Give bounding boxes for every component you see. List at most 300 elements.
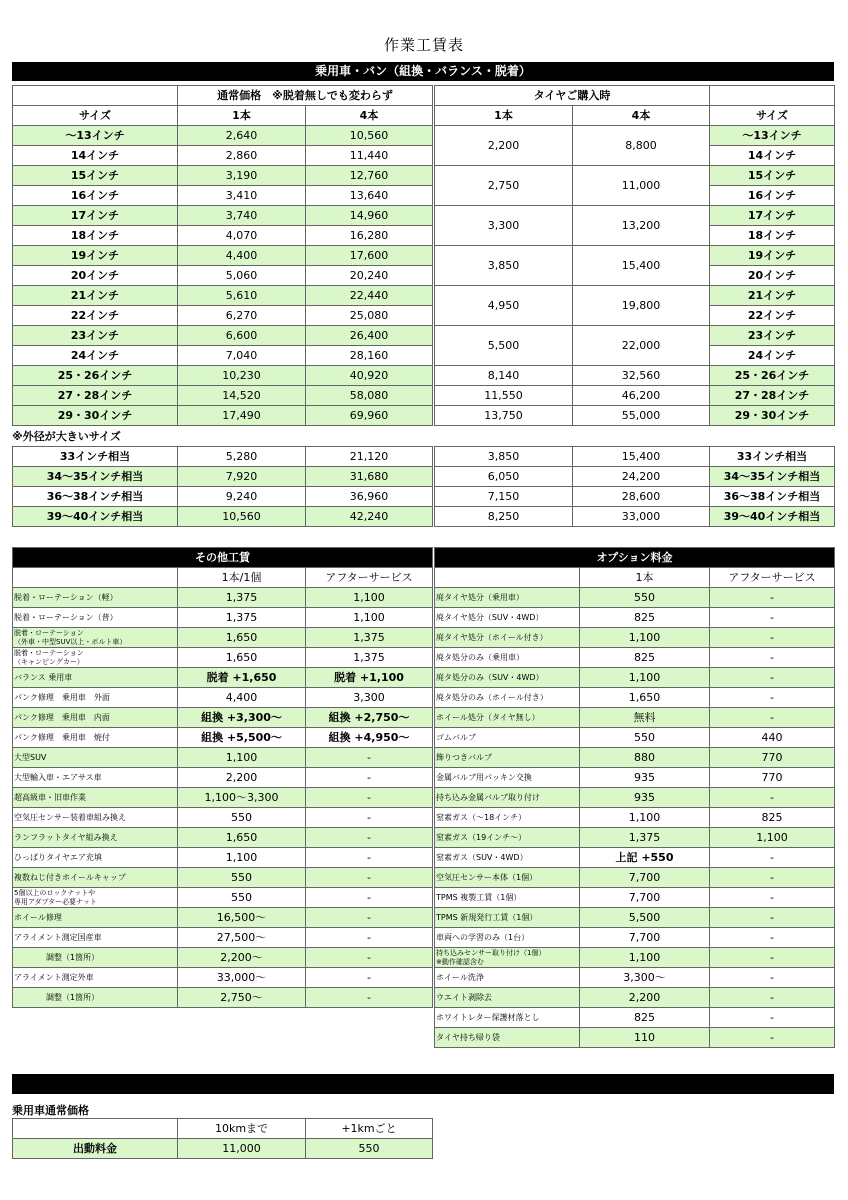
table-row — [13, 306, 433, 326]
table-row — [13, 226, 433, 246]
size-label: 23インチ — [710, 326, 835, 346]
table-row — [435, 507, 835, 527]
price-one: 7,920 — [178, 467, 306, 487]
item-name: 脱着・ローテーション — [14, 648, 84, 657]
purchase-price-one: 13,750 — [435, 406, 573, 426]
item-name: 金属バルブ用パッキン交換 — [436, 773, 532, 782]
table-row — [435, 386, 835, 406]
table-row — [435, 708, 835, 728]
price-one: 1,375 — [178, 588, 306, 608]
item-name: 廃タ処分のみ（乗用車） — [436, 653, 524, 662]
item-label — [435, 968, 580, 988]
size-label: 33インチ相当 — [13, 447, 178, 467]
size-label: 18インチ — [710, 226, 835, 246]
item-label — [435, 928, 580, 948]
purchase-price-four: 13,200 — [573, 206, 710, 246]
size-label: 14インチ — [13, 146, 178, 166]
dispatch-label: 出動料金 — [13, 1139, 178, 1159]
size-label: 34～35インチ相当 — [710, 467, 835, 487]
price-one: 3,740 — [178, 206, 306, 226]
table-row — [13, 668, 433, 688]
item-name: 窒素ガス（19インチ～） — [436, 833, 527, 842]
price-four: 20,240 — [306, 266, 433, 286]
table-row — [435, 1008, 835, 1028]
size-label: 24インチ — [13, 346, 178, 366]
price-one: 1,100～3,300 — [178, 788, 306, 808]
size-header: サイズ — [13, 106, 178, 126]
price-four: 25,080 — [306, 306, 433, 326]
price-after: 3,300 — [306, 688, 433, 708]
table-row — [13, 808, 433, 828]
price-one: 550 — [580, 588, 710, 608]
table-row — [13, 868, 433, 888]
price-one: 880 — [580, 748, 710, 768]
item-name: 超高級車・旧車作業 — [14, 793, 86, 802]
large-purchase-table — [434, 446, 835, 527]
item-name: 持ち込み金属バルブ取り付け — [436, 793, 540, 802]
dispatch-bar — [12, 1074, 834, 1094]
table-row — [13, 588, 433, 608]
price-one: 2,860 — [178, 146, 306, 166]
price-after: - — [306, 868, 433, 888]
table-row — [435, 206, 835, 226]
table-row — [13, 608, 433, 628]
item-label — [13, 968, 178, 988]
item-label — [13, 868, 178, 888]
dispatch-value-b: 550 — [306, 1139, 433, 1159]
item-label — [13, 608, 178, 628]
item-name: TPMS 新規発行工賃（1個） — [436, 913, 538, 922]
item-name: 調整（1箇所） — [14, 993, 100, 1002]
price-one: 1,375 — [580, 828, 710, 848]
item-name: TPMS 複製工賃（1個） — [436, 893, 522, 902]
item-name: 脱着・ローテーション — [14, 628, 84, 637]
table-row — [13, 988, 433, 1008]
table-row — [13, 928, 433, 948]
table-row — [13, 186, 433, 206]
table-row — [435, 988, 835, 1008]
price-four: 26,400 — [306, 326, 433, 346]
item-label — [435, 1028, 580, 1048]
table-row — [435, 608, 835, 628]
size-label: 36～38インチ相当 — [710, 487, 835, 507]
price-after: - — [710, 848, 835, 868]
price-after: 脱着 +1,100 — [306, 668, 433, 688]
size-label: 29・30インチ — [13, 406, 178, 426]
table-row — [13, 467, 433, 487]
price-one: 2,200～ — [178, 948, 306, 968]
item-label — [435, 708, 580, 728]
item-label — [13, 588, 178, 608]
price-four: 69,960 — [306, 406, 433, 426]
item-label — [435, 988, 580, 1008]
price-one: 1,650 — [178, 628, 306, 648]
item-label — [435, 788, 580, 808]
item-label — [13, 908, 178, 928]
other-labor-table — [12, 547, 433, 1008]
table-row — [435, 908, 835, 928]
item-sub: 専用アダプター必要ナット — [14, 897, 97, 906]
size-label: 34～35インチ相当 — [13, 467, 178, 487]
table-row — [435, 748, 835, 768]
item-label — [435, 688, 580, 708]
size-label: 19インチ — [13, 246, 178, 266]
price-after: - — [306, 968, 433, 988]
size-label: 39～40インチ相当 — [13, 507, 178, 527]
item-name: 5個以上のロックナットや — [14, 888, 96, 897]
item-name: ウエイト剥除去 — [436, 993, 492, 1002]
table-row — [13, 487, 433, 507]
table-row — [435, 868, 835, 888]
price-one: 1,650 — [178, 648, 306, 668]
size-label: 17インチ — [13, 206, 178, 226]
price-after: 組換 +4,950～ — [306, 728, 433, 748]
price-one: 825 — [580, 1008, 710, 1028]
price-after: 770 — [710, 768, 835, 788]
item-label — [435, 888, 580, 908]
table-row — [435, 487, 835, 507]
price-one: 16,500～ — [178, 908, 306, 928]
table-row — [435, 848, 835, 868]
table-row — [13, 406, 433, 426]
item-label — [13, 808, 178, 828]
table-row — [435, 628, 835, 648]
purchase-price-four: 28,600 — [573, 487, 710, 507]
table-row — [435, 326, 835, 346]
size-label: 29・30インチ — [710, 406, 835, 426]
price-after: - — [306, 748, 433, 768]
price-one: 1,650 — [580, 688, 710, 708]
table-row — [435, 588, 835, 608]
purchase-price-one: 2,200 — [435, 126, 573, 166]
purchase-price-one: 2,750 — [435, 166, 573, 206]
price-one: 2,640 — [178, 126, 306, 146]
item-label — [13, 928, 178, 948]
price-four: 42,240 — [306, 507, 433, 527]
large-normal-table — [12, 446, 433, 527]
item-name: 廃タイヤ処分（乗用車） — [436, 593, 524, 602]
size-label: 27・28インチ — [710, 386, 835, 406]
dispatch-col-a: 10kmまで — [178, 1119, 306, 1139]
price-four: 12,760 — [306, 166, 433, 186]
size-label: 21インチ — [13, 286, 178, 306]
item-label — [13, 708, 178, 728]
size-label: 23インチ — [13, 326, 178, 346]
normal-price-header: 通常価格 ※脱着無しでも変わらず — [178, 86, 433, 106]
purchase-price-four: 15,400 — [573, 447, 710, 467]
purchase-price-four: 22,000 — [573, 326, 710, 366]
table-row — [13, 326, 433, 346]
table-row — [435, 688, 835, 708]
price-one: 7,040 — [178, 346, 306, 366]
price-four: 22,440 — [306, 286, 433, 306]
large-size-note: ※外径が大きいサイズ — [12, 430, 121, 443]
item-name: 廃タイヤ処分（SUV・4WD） — [436, 613, 544, 622]
item-name: アライメント測定外車 — [14, 973, 94, 982]
table-row — [13, 146, 433, 166]
empty-cell — [13, 1119, 178, 1139]
price-after: - — [710, 868, 835, 888]
price-after: - — [306, 948, 433, 968]
item-name: 空気圧センサー装着車組み換え — [14, 813, 126, 822]
price-four: 14,960 — [306, 206, 433, 226]
price-after: - — [306, 808, 433, 828]
item-name: 廃タ処分のみ（SUV・4WD） — [436, 673, 544, 682]
item-name: 飾りつきバルブ — [436, 753, 492, 762]
price-one: 935 — [580, 768, 710, 788]
price-after: 組換 +2,750～ — [306, 708, 433, 728]
item-label — [13, 828, 178, 848]
item-name: 廃タイヤ処分（ホイール付き） — [436, 633, 548, 642]
price-one: 550 — [178, 868, 306, 888]
purchase-price-four: 32,560 — [573, 366, 710, 386]
item-label — [435, 768, 580, 788]
item-name: パンク修理 乗用車 内面 — [14, 713, 110, 722]
purchase-price-one: 3,850 — [435, 246, 573, 286]
table-row — [435, 246, 835, 266]
price-after: - — [710, 788, 835, 808]
item-label — [435, 908, 580, 928]
table-row — [435, 828, 835, 848]
item-name: 脱着・ローテーション（軽） — [14, 593, 118, 602]
purchase-header: タイヤご購入時 — [435, 86, 710, 106]
price-one: 7,700 — [580, 888, 710, 908]
item-name: 複数ねじ付きホイールキャップ — [14, 873, 126, 882]
item-label — [435, 628, 580, 648]
item-name: 脱着・ローテーション（普） — [14, 613, 118, 622]
price-one: 6,270 — [178, 306, 306, 326]
size-label: 27・28インチ — [13, 386, 178, 406]
size-label: 22インチ — [13, 306, 178, 326]
price-one: 550 — [178, 808, 306, 828]
one-header: 1本 — [435, 106, 573, 126]
purchase-price-four: 24,200 — [573, 467, 710, 487]
price-one: 無料 — [580, 708, 710, 728]
size-label: ～13インチ — [13, 126, 178, 146]
item-name: ゴムバルブ — [436, 733, 476, 742]
price-one: 組換 +3,300～ — [178, 708, 306, 728]
table-row — [13, 246, 433, 266]
price-after: 1,375 — [306, 648, 433, 668]
size-label: 25・26インチ — [710, 366, 835, 386]
item-label — [435, 868, 580, 888]
price-one: 1,100 — [580, 948, 710, 968]
purchase-price-four: 15,400 — [573, 246, 710, 286]
item-label — [435, 948, 580, 968]
price-after: - — [306, 888, 433, 908]
purchase-price-table — [434, 85, 835, 426]
price-after: 1,100 — [306, 588, 433, 608]
purchase-price-one: 8,250 — [435, 507, 573, 527]
one-header: 1本 — [178, 106, 306, 126]
price-after: 825 — [710, 808, 835, 828]
price-after: - — [710, 668, 835, 688]
empty-cell — [435, 568, 580, 588]
purchase-price-four: 46,200 — [573, 386, 710, 406]
section-header-passenger: 乗用車・バン（組換・バランス・脱着） — [12, 62, 834, 81]
price-one: 2,750～ — [178, 988, 306, 1008]
price-one: 1,100 — [580, 808, 710, 828]
price-after: - — [306, 908, 433, 928]
table-row — [13, 908, 433, 928]
item-name: パンク修理 乗用車 外面 — [14, 693, 110, 702]
price-after: - — [306, 928, 433, 948]
price-one: 7,700 — [580, 928, 710, 948]
price-after: - — [306, 768, 433, 788]
price-one: 33,000～ — [178, 968, 306, 988]
price-after: - — [710, 1028, 835, 1048]
table-row — [13, 688, 433, 708]
purchase-price-one: 5,500 — [435, 326, 573, 366]
price-after: 1,100 — [710, 828, 835, 848]
price-after: - — [710, 608, 835, 628]
table-row — [13, 447, 433, 467]
price-one: 110 — [580, 1028, 710, 1048]
table-row — [435, 888, 835, 908]
item-label — [13, 848, 178, 868]
table-row — [435, 648, 835, 668]
purchase-price-one: 8,140 — [435, 366, 573, 386]
price-one: 1,375 — [178, 608, 306, 628]
price-one: 1,650 — [178, 828, 306, 848]
table-row — [435, 788, 835, 808]
size-label: 20インチ — [13, 266, 178, 286]
item-label — [435, 668, 580, 688]
item-label — [435, 808, 580, 828]
price-after: - — [710, 1008, 835, 1028]
item-name: アライメント測定国産車 — [14, 933, 102, 942]
purchase-price-four: 33,000 — [573, 507, 710, 527]
size-label: 21インチ — [710, 286, 835, 306]
table-row — [435, 1028, 835, 1048]
price-one: 550 — [178, 888, 306, 908]
price-one: 2,200 — [178, 768, 306, 788]
size-label: 19インチ — [710, 246, 835, 266]
empty-cell — [13, 86, 178, 106]
price-one: 5,060 — [178, 266, 306, 286]
price-after: - — [306, 828, 433, 848]
table-row — [13, 386, 433, 406]
item-label — [13, 988, 178, 1008]
size-label: 20インチ — [710, 266, 835, 286]
price-one: 2,200 — [580, 988, 710, 1008]
price-after: - — [710, 908, 835, 928]
item-label — [13, 948, 178, 968]
price-after: 1,375 — [306, 628, 433, 648]
table-row — [13, 628, 433, 648]
table-row — [435, 948, 835, 968]
item-name: 大型輸入車・エアサス車 — [14, 773, 102, 782]
table-row — [435, 467, 835, 487]
item-label — [435, 648, 580, 668]
table-row — [13, 346, 433, 366]
table-row — [13, 648, 433, 668]
table-row — [13, 266, 433, 286]
price-one: 7,700 — [580, 868, 710, 888]
table-row — [13, 888, 433, 908]
price-after: - — [306, 848, 433, 868]
price-four: 28,160 — [306, 346, 433, 366]
size-label: 17インチ — [710, 206, 835, 226]
purchase-price-one: 3,300 — [435, 206, 573, 246]
item-label — [435, 748, 580, 768]
price-four: 58,080 — [306, 386, 433, 406]
price-four: 21,120 — [306, 447, 433, 467]
other-labor-header: その他工賃 — [13, 548, 433, 568]
table-row — [435, 447, 835, 467]
purchase-price-four: 8,800 — [573, 126, 710, 166]
price-one: 1,100 — [580, 628, 710, 648]
price-after: - — [710, 588, 835, 608]
item-label — [13, 728, 178, 748]
item-name: ホワイトレター保護材落とし — [436, 1013, 540, 1022]
table-row — [13, 948, 433, 968]
item-label — [13, 688, 178, 708]
item-name: パンク修理 乗用車 焼付 — [14, 733, 110, 742]
size-label: 16インチ — [710, 186, 835, 206]
item-label — [435, 1008, 580, 1028]
table-row — [13, 968, 433, 988]
item-name: タイヤ持ち帰り袋 — [436, 1033, 500, 1042]
price-one: 4,400 — [178, 688, 306, 708]
item-label — [13, 888, 178, 908]
item-label — [13, 748, 178, 768]
table-row — [13, 788, 433, 808]
table-row — [435, 768, 835, 788]
price-one: 3,410 — [178, 186, 306, 206]
size-label: 14インチ — [710, 146, 835, 166]
table-row — [435, 808, 835, 828]
table-row — [435, 728, 835, 748]
price-four: 36,960 — [306, 487, 433, 507]
price-one: 1,100 — [178, 748, 306, 768]
price-after: - — [306, 788, 433, 808]
item-label — [435, 588, 580, 608]
table-row — [435, 366, 835, 386]
size-label: 25・26インチ — [13, 366, 178, 386]
purchase-price-one: 3,850 — [435, 447, 573, 467]
item-label — [13, 648, 178, 668]
item-sub: ※動作確認含む — [436, 957, 484, 966]
table-row — [13, 728, 433, 748]
item-name: ホイール処分（タイヤ無し） — [436, 713, 540, 722]
price-one: 脱着 +1,650 — [178, 668, 306, 688]
item-label — [13, 788, 178, 808]
option-fee-table — [434, 547, 835, 1048]
table-row — [13, 828, 433, 848]
dispatch-title: 乗用車通常価格 — [12, 1104, 89, 1117]
dispatch-value-a: 11,000 — [178, 1139, 306, 1159]
price-four: 13,640 — [306, 186, 433, 206]
price-one: 1,100 — [178, 848, 306, 868]
price-four: 40,920 — [306, 366, 433, 386]
size-label: 22インチ — [710, 306, 835, 326]
price-one: 4,070 — [178, 226, 306, 246]
price-four: 17,600 — [306, 246, 433, 266]
price-four: 10,560 — [306, 126, 433, 146]
four-header: 4本 — [573, 106, 710, 126]
purchase-price-four: 55,000 — [573, 406, 710, 426]
table-row — [13, 206, 433, 226]
price-one: 1,100 — [580, 668, 710, 688]
price-one: 上記 +550 — [580, 848, 710, 868]
size-label: ～13インチ — [710, 126, 835, 146]
table-row — [435, 126, 835, 146]
four-header: 4本 — [306, 106, 433, 126]
table-row — [13, 507, 433, 527]
price-one: 3,300～ — [580, 968, 710, 988]
item-name: 窒素ガス（～18インチ） — [436, 813, 527, 822]
